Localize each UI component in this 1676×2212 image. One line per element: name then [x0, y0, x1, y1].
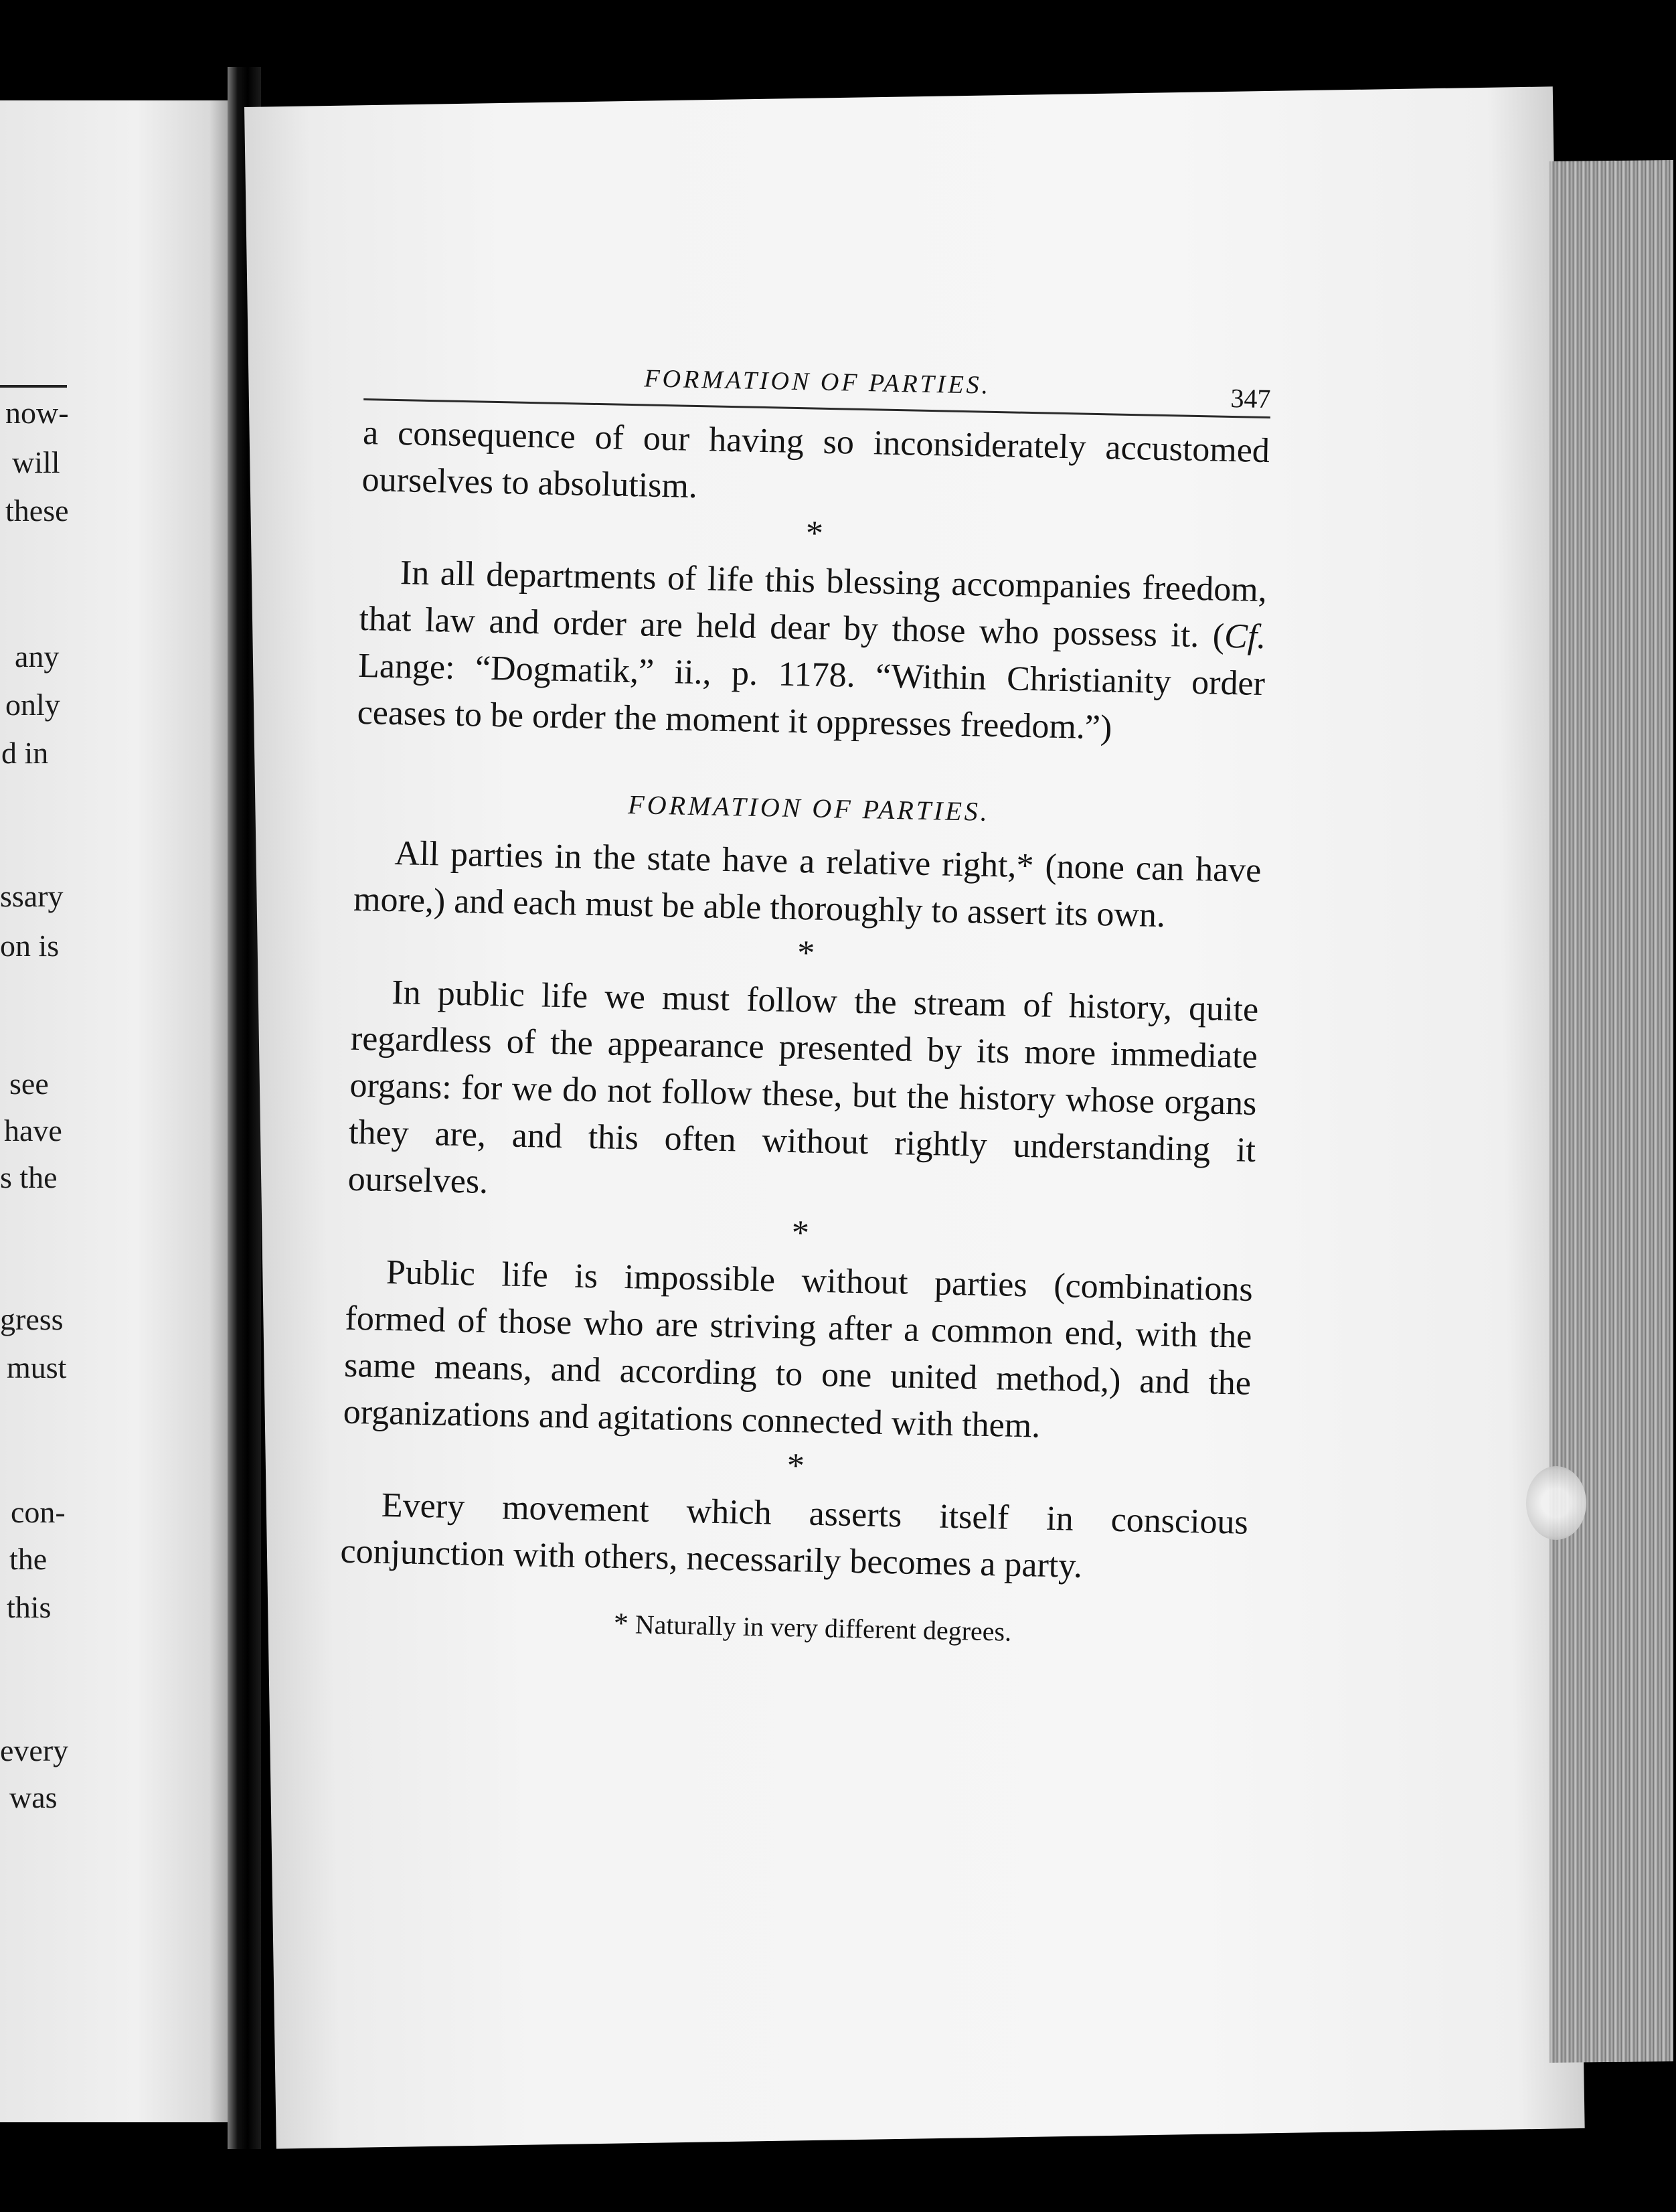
left-fragment: these — [5, 493, 69, 528]
left-page-rule — [0, 385, 67, 388]
left-fragment: every — [0, 1733, 69, 1767]
left-fragment: see — [9, 1066, 49, 1101]
paragraph-3: All parties in the state have a relative right,* (none can have more,) and each must be able thoroughly to assert its own. — [353, 834, 1262, 935]
left-fragment: must — [7, 1350, 67, 1385]
left-fragment: con- — [11, 1495, 66, 1529]
left-fragment: only — [5, 688, 60, 722]
left-fragment: on is — [0, 929, 60, 963]
page-edge-stack — [1549, 160, 1673, 2063]
left-fragment: ssary — [0, 879, 64, 913]
section-heading: FORMATION OF PARTIES. — [627, 789, 991, 827]
paragraph-6: Every movement which asserts itself in conscious conjunction with others, necessarily becomes a party. — [340, 1486, 1249, 1585]
left-fragment: the — [9, 1542, 48, 1576]
section-separator: * — [786, 1447, 805, 1486]
footnote-mark: * — [613, 1606, 629, 1640]
page-number: 347 — [1230, 382, 1271, 414]
paragraph-2-part-a: In all departments of life this blessing accompanies freedom, that law and order are held dear by those who possess it. ( — [359, 554, 1268, 655]
cf-abbreviation: Cf. — [1224, 617, 1266, 657]
left-fragment: this — [7, 1590, 52, 1624]
paragraph-1: a consequence of our having so inconsiderately accustomed ourselves to absolutism. — [361, 413, 1270, 506]
paragraph-2 — [357, 549, 1267, 755]
library-stamp-mark — [1526, 1466, 1586, 1540]
left-fragment: s the — [0, 1160, 58, 1194]
left-fragment: was — [9, 1780, 58, 1814]
left-fragment: have — [4, 1113, 62, 1148]
left-fragment: d in — [1, 736, 49, 770]
page-content — [333, 338, 1271, 1909]
paragraph-4: In public life we must follow the stream of history, quite regardless of the appearance presented by its more immediate organs: for we do not follow these, but the history whose organs they are, and this often without rightly understanding it ourselves. — [347, 973, 1259, 1201]
section-separator: * — [797, 934, 815, 973]
paragraph-5: Public life is impossible without parties (combinations formed of those who are striving after a common end, with the same means, and according to one united method,) and the organizations and agitations connected with them. — [343, 1253, 1254, 1445]
footnote — [339, 1601, 1246, 1653]
left-fragment: gress — [0, 1302, 64, 1336]
section-separator: * — [791, 1214, 810, 1253]
left-fragment: will — [12, 445, 60, 479]
paragraph-2-part-b: Lange: “Dogmatik,” ii., p. 1178. “Within Christianity order ceases to be order the moment it oppresses freedom.”) — [357, 646, 1266, 747]
left-fragment: now- — [5, 396, 69, 430]
running-head-title: FORMATION OF PARTIES. — [644, 364, 991, 400]
left-fragment: any — [15, 639, 60, 674]
section-separator: * — [805, 514, 824, 553]
footnote-text: Naturally in very different degrees. — [635, 1609, 1012, 1647]
